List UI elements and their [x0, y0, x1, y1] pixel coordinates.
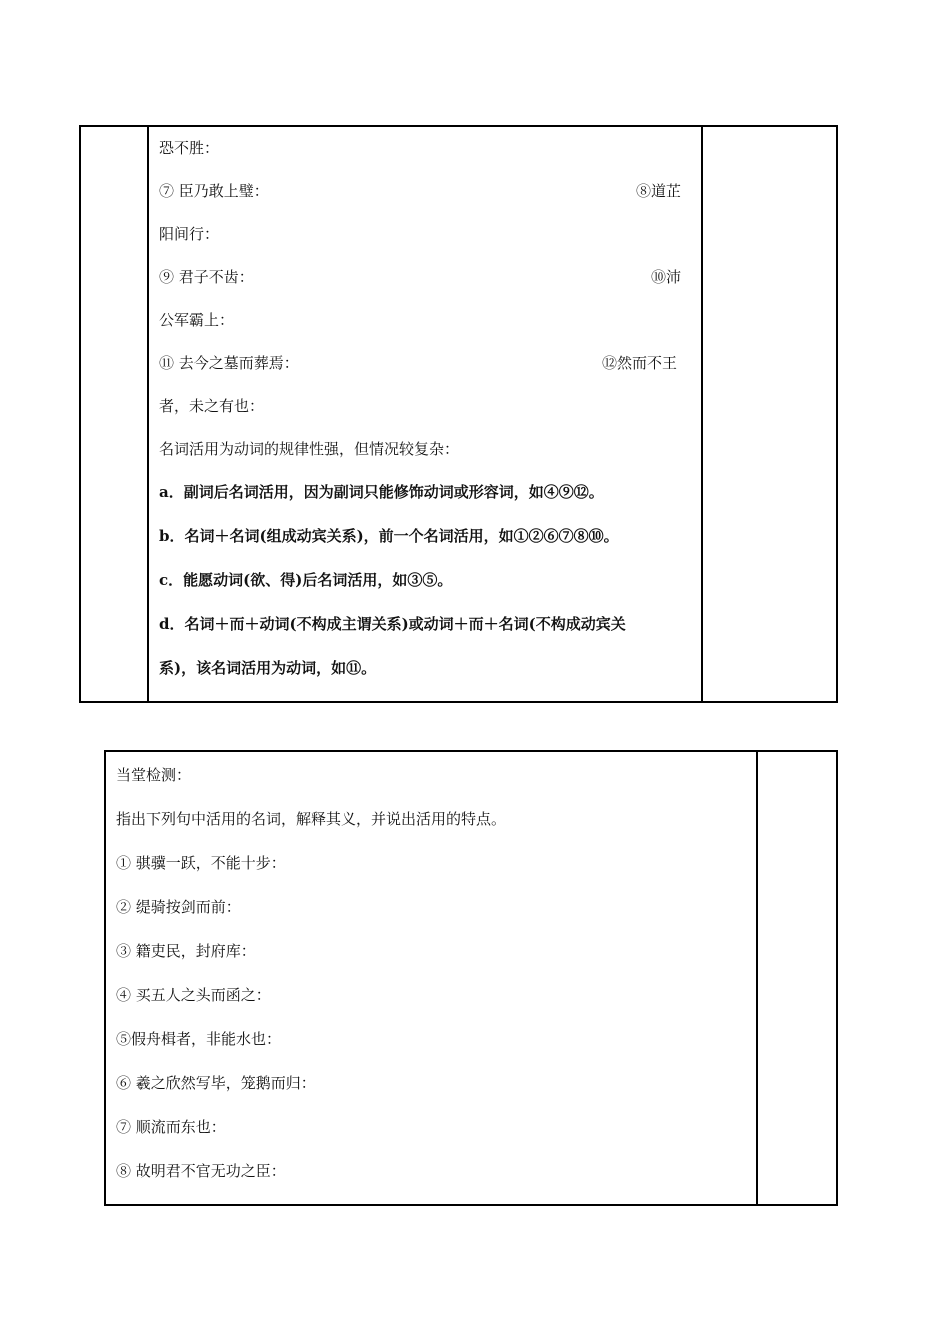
example-11: ⑪ 去今之墓而葬焉：: [159, 354, 299, 372]
exercise-item: ① 骐骥一跃，不能十步：: [116, 854, 286, 872]
section-title: 当堂检测：: [116, 766, 192, 784]
example-12: ⑫然而不王: [601, 354, 677, 372]
rule-d-continued: 系)，该名词活用为动词，如⑪。: [159, 659, 377, 677]
exercise-content-cell: [105, 751, 757, 1205]
exercise-item: ③ 籍吏民，封府库：: [116, 942, 256, 960]
exercise-table: [104, 750, 838, 1206]
rule-d: d．名词＋而＋动词(不构成主谓关系)或动词＋而＋名词(不构成动宾关: [159, 615, 626, 633]
lesson-table: [79, 125, 838, 703]
text-line: 名词活用为动词的规律性强，但情况较复杂：: [159, 440, 460, 458]
text-line: 阳间行：: [159, 225, 220, 243]
example-8: ⑧道芷: [635, 182, 681, 200]
text-line: 者，未之有也：: [159, 397, 265, 415]
left-margin-cell: [80, 126, 148, 702]
rule-c: c．能愿动词(欲、得)后名词活用，如③⑤。: [159, 571, 453, 589]
example-9: ⑨ 君子不齿：: [159, 268, 254, 286]
exercise-item: ② 缇骑按剑而前：: [116, 898, 241, 916]
exercise-item: ⑦ 顺流而东也：: [116, 1118, 226, 1136]
text-line: 公军霸上：: [159, 311, 235, 329]
exercise-item: ⑥ 羲之欣然写毕，笼鹅而归：: [116, 1074, 316, 1092]
exercise-notes-cell: [757, 751, 837, 1205]
text-line: 恐不胜：: [159, 139, 220, 157]
rule-b: b．名词＋名词(组成动宾关系)，前一个名词活用，如①②⑥⑦⑧⑩。: [159, 527, 619, 545]
example-10: ⑩沛: [650, 268, 681, 286]
text-line: [159, 352, 681, 374]
exercise-item: ④ 买五人之头而函之：: [116, 986, 271, 1004]
text-line: [159, 266, 681, 288]
content-cell: [148, 126, 702, 702]
text-line: [159, 180, 681, 202]
example-7: ⑦ 臣乃敢上璧：: [159, 182, 269, 200]
rule-a: a．副词后名词活用，因为副词只能修饰动词或形容词，如④⑨⑫。: [159, 483, 604, 501]
right-notes-cell: [702, 126, 837, 702]
exercise-item: ⑧ 故明君不官无功之臣：: [116, 1162, 286, 1180]
exercise-item: ⑤假舟楫者，非能水也：: [116, 1030, 282, 1048]
instruction: 指出下列句中活用的名词，解释其义，并说出活用的特点。: [116, 810, 507, 828]
